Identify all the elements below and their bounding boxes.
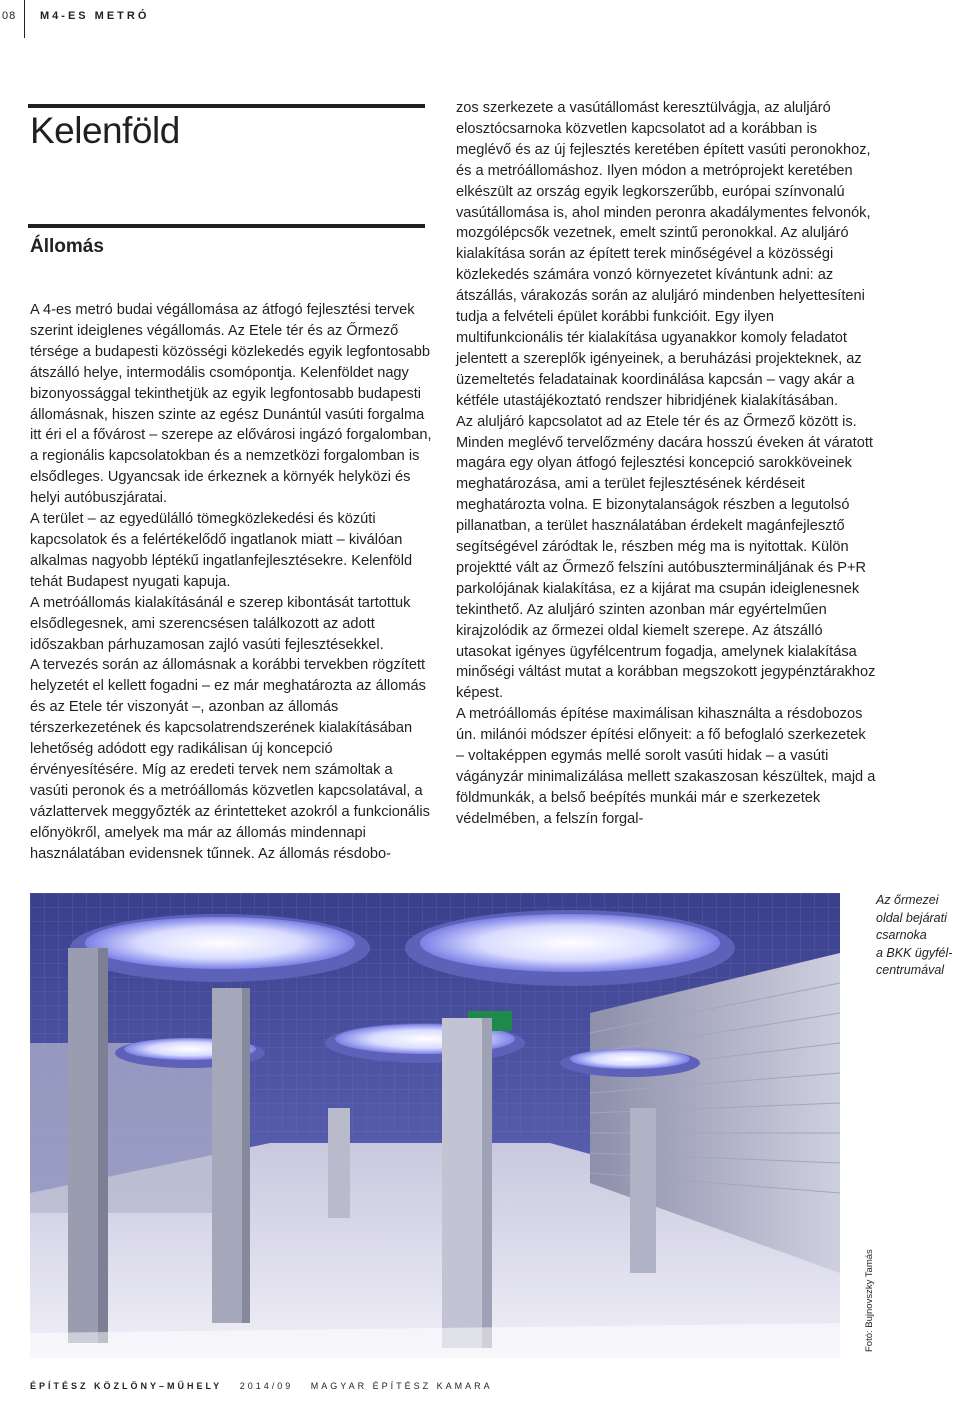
left-column xyxy=(30,300,432,864)
paragraph: zos szerkezete a vasútállomást keresztülvágja, az aluljáró elosztócsarnoka közvetlen kapcsolatot ad a korábban is meglévő és az új fejlesztés keretében épített vasúti peronokhoz, és a metróállomáshoz. Ilyen módon a metróprojekt keretében elkészült az ország egyik legkorszerűbb, európai színvonalú vasútállomása is, ahol minden peronra akadálymentes felvonók, mozgólépcsők vezetnek, emelt szintű peronokkal. Az aluljáró kialakítása során az épített terek minőségével a közösségi közlekedés számára vonzó környezetet kívántunk adni: az átszállás, várakozás során az aluljáró mindenben helyettesíteni tudja a felvételi épület korábbi funkcióit. Egy ilyen multifunkcionális tér kialakítása ugyanakkor komoly feladatot jelentett a szereplők igényeinek, a beruházási projekteknek, az üzemeltetés feladatainak koordinálása kapcsán – vagy akár a kétféle utastájékoztató rendszer hibridjének kialakításában. xyxy=(456,100,871,409)
caption-line: oldal bejárati xyxy=(876,910,947,925)
paragraph: Az aluljáró kapcsolatot ad az Etele tér és az Őrmező között is. Minden meglévő tervelőzmény dacára hosszú éveken át váratott magára egy olyan átfogó fejlesztési koncepció sarokköveinek meghatározása, ami a terület fejlesztésének kérdéseit meghatározta volna. E bizonytalanságok részben a legutolsó pillanatban, a terület használatában érdekelt magánfejlesztő segítségével záródtak le, részben még ma is nyitottak. Külön projektté vált az Őrmező felszíni autóbusztermináljának és P+R parkolójának kialakítása, ez a kijárat ma csupán ideiglenesnek tekinthető. Az aluljáró szinten azonban már egyértelműen kirajzolódik az őrmezei oldal kiemelt szerepe. Az átszálló utasokat igényes ügyfélcentrum fogadja, amelynek kialakítása minőségi váltást mutat a korábban megszokott jegypénztárakhoz képest. xyxy=(456,413,876,702)
caption-line: a BKK ügyfél- xyxy=(876,945,953,960)
publisher-name: MAGYAR ÉPÍTÉSZ KAMARA xyxy=(310,1381,493,1391)
page-number: 08 xyxy=(2,10,17,22)
station-photo xyxy=(30,893,840,1358)
article-title: Kelenföld xyxy=(30,110,180,151)
title-rule xyxy=(28,104,425,108)
photo-credit: Fotó: Bujnovszky Tamás xyxy=(864,1249,875,1352)
paragraph: A metróállomás építése maximálisan kihasználta a résdobozos ún. milánói módszer építési előnyeit: a fő befoglaló szerkezetek – voltaképpen egymás mellé sorolt vasúti hidak – a vasúti vágányzár minimalizálása mellett szakaszosan készültek, majd a földmunkák, a belső beépítés munkái már e szerkezetek védelmében, a felszín forgal- xyxy=(456,706,876,827)
paragraph: A tervezés során az állomásnak a korábbi tervekben rögzített helyzetét el kellett fogadni – ez már meghatározta az állomás és az Etele tér viszonyát –, azonban az állomás térszerkezetének és kapcsolatrendszerének kialakításában lehetőség adódott egy radikálisan új koncepció érvényesítésére. Míg az eredeti tervek nem számoltak a vasúti peronok és a metróállomás közvetlen kapcsolatával, a vázlattervek meggyőzték az érintetteket azokról a funkcionális előnyökről, amelyek ma már az állomás mindennapi használatában evidensnek tűnnek. Az állomás résdobo- xyxy=(30,657,430,862)
caption-line: Az őrmezei xyxy=(876,893,939,907)
article-subtitle: Állomás xyxy=(30,236,104,257)
subtitle-rule xyxy=(28,224,425,228)
photo-caption xyxy=(876,892,960,980)
right-column xyxy=(456,98,876,830)
issue-number: 2014/09 xyxy=(239,1381,294,1391)
paragraph: A metróállomás kialakításánál e szerep kibontását tartottuk elsődlegesnek, ami szerencsésen találkozott az adott időszakban párhuzamosan zajló vasúti fejlesztésekkel. xyxy=(30,594,411,653)
caption-line: centrumával xyxy=(876,963,945,977)
section-title: M4-ES METRÓ xyxy=(40,10,150,22)
caption-line: csarnoka xyxy=(876,928,927,942)
header-divider xyxy=(24,0,25,38)
paragraph: A 4-es metró budai végállomása az átfogó fejlesztési tervek szerint ideiglenes végállomás. Az Etele tér és az Őrmező térsége a budapesti közösségi közlekedés egyik legfontosabb átszálló helye, intermodális csomópontja. Kelenföldet nagy bizonyossággal tekinthetjük az egyik legfontosabb budapesti állomásnak, hiszen szinte az egész Dunántúl vasúti forgalma itt éri el a fővárost – szerepe az elővárosi ingázó forgalomban, a regionális kapcsolatokban és a nemzetközi forgalomban is elsődleges. Ugyancsak ide érkeznek a környék helyközi és helyi autóbuszjáratai. xyxy=(30,302,432,507)
publication-name: ÉPÍTÉSZ KÖZLÖNY–MŰHELY xyxy=(30,1381,223,1391)
paragraph: A terület – az egyedülálló tömegközlekedési és közúti kapcsolatok és a felértékelődő ingatlanok miatt – kiválóan alkalmas nagyobb léptékű ingatlanfejlesztésekre. Kelenföld tehát Budapest nyugati kapuja. xyxy=(30,511,413,590)
page-footer xyxy=(30,1381,493,1391)
